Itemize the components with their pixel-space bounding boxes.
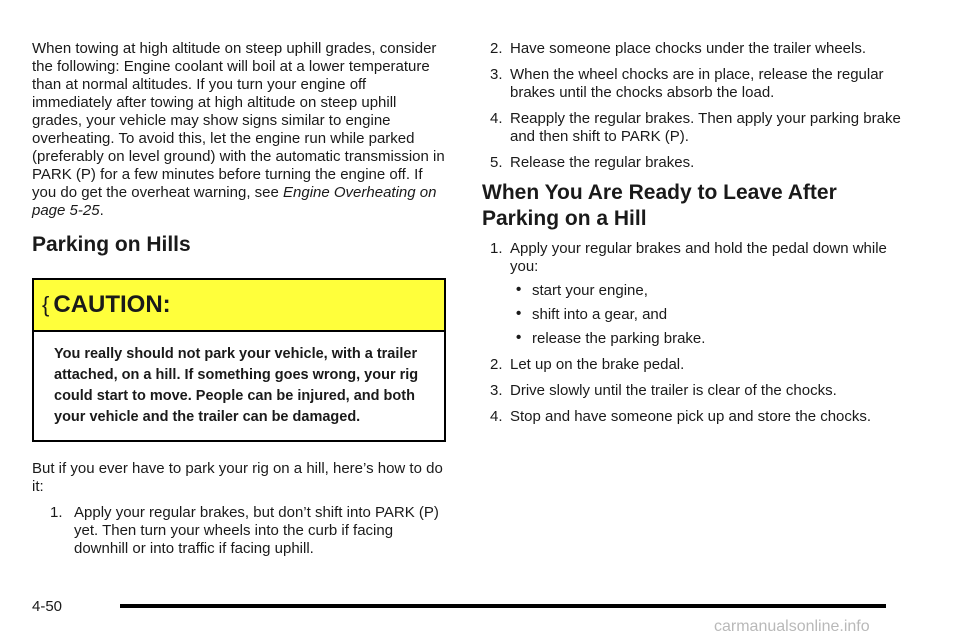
step-number: 5. — [490, 154, 503, 171]
engine-overheating-reference: Engine Overheating on page 5-25 — [32, 184, 437, 219]
leave-after-parking-heading: When You Are Ready to Leave After Parking on a Hill — [482, 181, 837, 230]
hill-parking-intro: But if you ever have to park your rig on a hill, here’s how to do it: — [32, 460, 443, 495]
footer-rule — [120, 604, 886, 608]
step-number: 2. — [490, 40, 503, 57]
list-item — [482, 408, 912, 426]
watermark: carmanualsonline.info — [714, 618, 870, 635]
caution-box — [32, 278, 446, 442]
caution-title: CAUTION: — [53, 291, 171, 318]
leave-steps — [482, 240, 912, 426]
bullet-icon: • — [516, 281, 522, 298]
caution-header — [34, 280, 444, 332]
list-item — [482, 154, 912, 172]
bullet-item — [510, 282, 912, 300]
step-text: Stop and have someone pick up and store the chocks. — [510, 408, 872, 425]
bullet-item — [510, 330, 912, 348]
list-item — [32, 504, 446, 558]
step-text: Release the regular brakes. — [510, 154, 695, 171]
parking-on-hills-heading: Parking on Hills — [32, 233, 191, 256]
step-number: 1. — [50, 504, 63, 521]
step-text: Let up on the brake pedal. — [510, 356, 685, 373]
intro-end: . — [99, 202, 104, 219]
step-number: 2. — [490, 356, 503, 373]
bullet-text: shift into a gear, and — [532, 306, 668, 323]
hill-parking-steps-right — [482, 40, 912, 172]
bullet-icon: • — [516, 329, 522, 346]
bullet-text: start your engine, — [532, 282, 648, 299]
step-text: When the wheel chocks are in place, release the regular brakes until the chocks absorb the load. — [510, 66, 884, 101]
bullet-item — [510, 306, 912, 324]
step-number: 4. — [490, 408, 503, 425]
page-number: 4-50 — [32, 598, 63, 615]
list-item — [482, 382, 912, 400]
step-text: Apply your regular brakes, but don’t shift into PARK (P) yet. Then turn your wheels into the curb if facing downhill or into traffic if facing uphill. — [74, 504, 439, 557]
step-text: Apply your regular brakes and hold the pedal down while you: — [510, 240, 887, 275]
list-item — [482, 66, 912, 102]
step-text: Have someone place chocks under the trailer wheels. — [510, 40, 867, 57]
list-item — [482, 40, 912, 58]
list-item — [482, 356, 912, 374]
bullet-list — [510, 282, 912, 348]
step-number: 3. — [490, 382, 503, 399]
intro-paragraph — [32, 40, 446, 220]
step-number: 4. — [490, 110, 503, 127]
step-number: 3. — [490, 66, 503, 83]
hill-parking-steps-left — [32, 504, 446, 558]
step-number: 1. — [490, 240, 503, 257]
right-column — [482, 40, 912, 434]
bullet-text: release the parking brake. — [532, 330, 706, 347]
caution-body: You really should not park your vehicle, with a trailer attached, on a hill. If something goes wrong, your rig could start to move. People can be injured, and both your vehicle and the trailer can be damaged. — [54, 346, 419, 425]
list-item — [482, 240, 912, 348]
step-text: Reapply the regular brakes. Then apply your parking brake and then shift to PARK (P). — [510, 110, 901, 145]
caution-symbol-icon: { — [42, 292, 50, 317]
step-text: Drive slowly until the trailer is clear of the chocks. — [510, 382, 837, 399]
bullet-icon: • — [516, 305, 522, 322]
left-column — [32, 40, 446, 558]
intro-text: When towing at high altitude on steep uphill grades, consider the following: Engine coolant will boil at a lower temperature than at normal altitudes. If you turn your engine off immediately after towing at high altitude on steep uphill grades, your vehicle may show signs similar to engine overheating. To avoid this, let the engine run while parked (preferably on level ground) with the automatic transmission in PARK (P) for a few minutes before turning the engine off. If you do get the overheat warning, see — [32, 40, 445, 201]
list-item — [482, 110, 912, 146]
